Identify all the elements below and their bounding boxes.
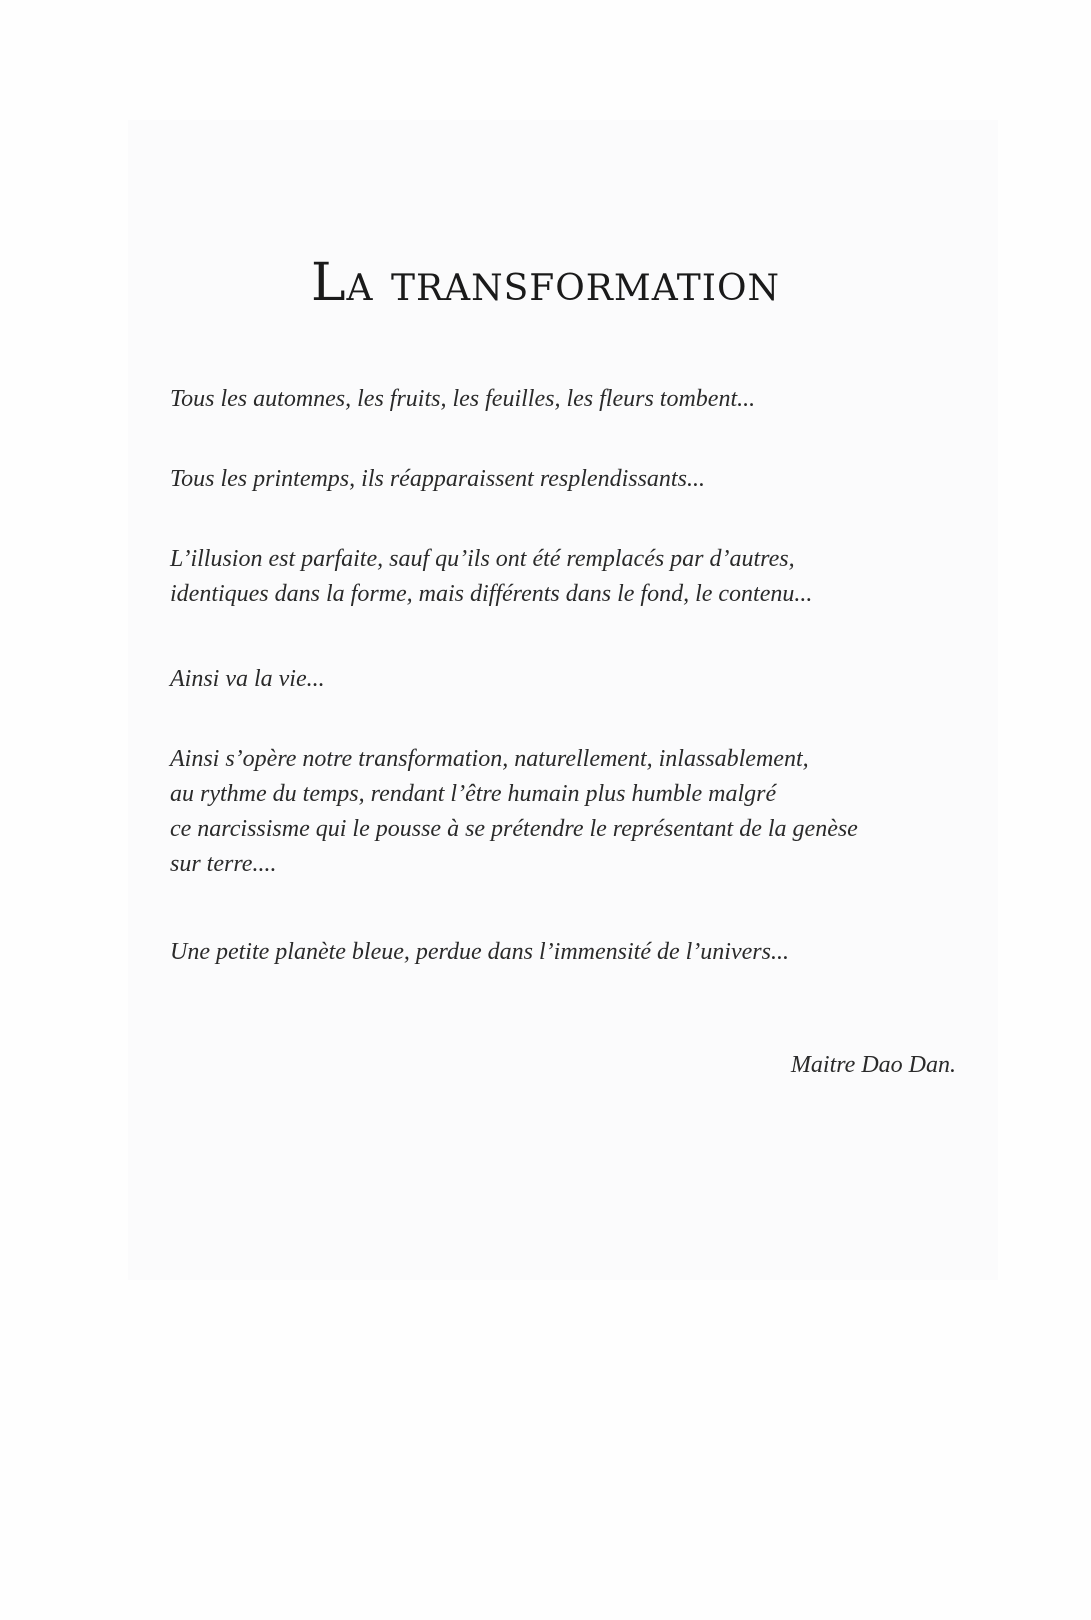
stanza <box>170 935 990 970</box>
poem-line: Tous les printemps, ils réapparaissent resplendissants... <box>170 466 705 492</box>
page-title: La transformation <box>310 253 781 313</box>
poem-line: Tous les automnes, les fruits, les feuilles, les fleurs tombent... <box>170 386 756 412</box>
poem-line: L’illusion est parfaite, sauf qu’ils ont été remplacés par d’autres, <box>170 546 795 572</box>
stanza <box>170 542 990 612</box>
signature: Maitre Dao Dan. <box>790 1052 956 1078</box>
poem-line: identiques dans la forme, mais différents dans le fond, le contenu... <box>170 581 813 607</box>
poem-line: Ainsi va la vie... <box>170 666 325 692</box>
stanza <box>170 742 990 882</box>
poem-line: Une petite planète bleue, perdue dans l’immensité de l’univers... <box>170 939 789 965</box>
poem-line: Ainsi s’opère notre transformation, naturellement, inlassablement, <box>170 746 809 772</box>
poem-line: sur terre.... <box>170 851 277 877</box>
stanza <box>170 662 990 697</box>
stanza <box>170 462 990 497</box>
poem-line: au rythme du temps, rendant l’être humain plus humble malgré <box>170 781 777 807</box>
poem-line: ce narcissisme qui le pousse à se prétendre le représentant de la genèse <box>170 816 858 842</box>
stanza <box>170 382 990 417</box>
